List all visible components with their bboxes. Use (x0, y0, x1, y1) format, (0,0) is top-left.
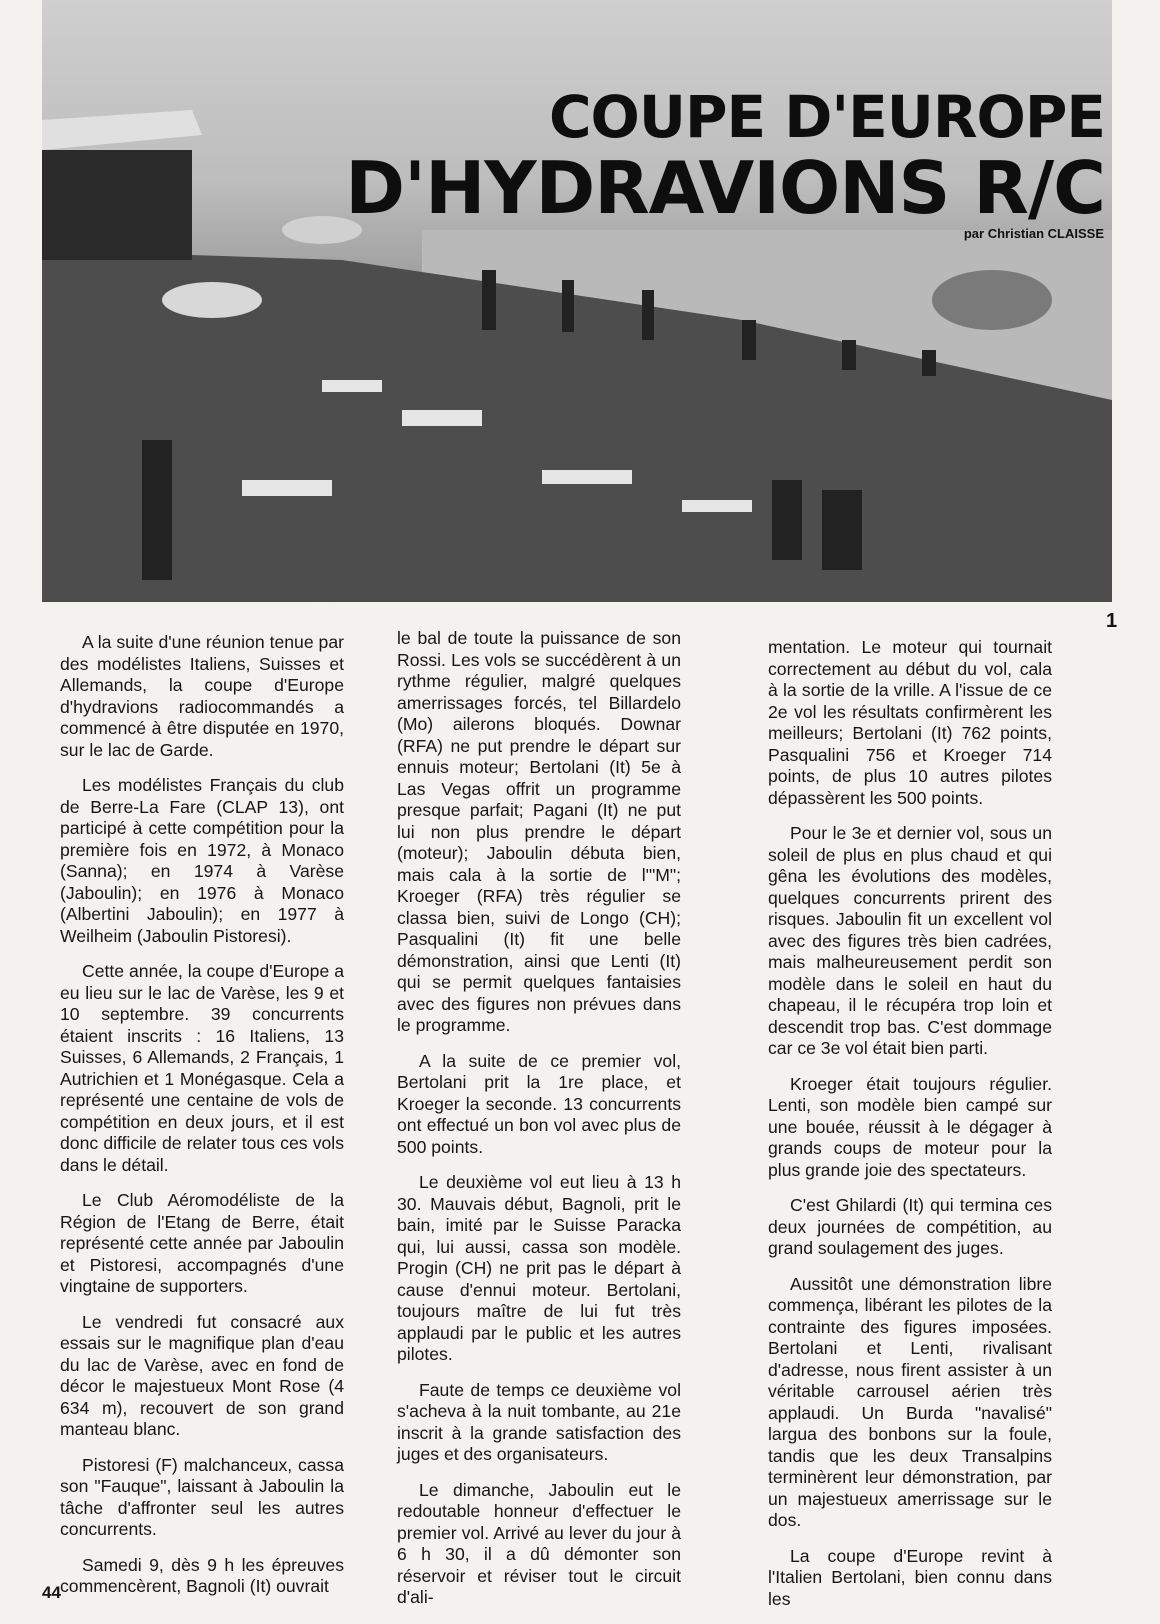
byline: par Christian CLAISSE (963, 226, 1104, 241)
paragraph: Cette année, la coupe d'Europe a eu lieu sur le lac de Varèse, les 9 et 10 septembre. 39 concurrents étaient inscrits : 16 Italiens, 13 Suisses, 6 Allemands, 2 Français, 1 Autrichien et 1 Monégasque. Cela a représenté une centaine de vols de compétition en deux jours, et il est donc difficile de relater tous ces vols dans le détail. (60, 961, 344, 1175)
paragraph: Les modélistes Français du club de Berre-La Fare (CLAP 13), ont participé à cette compétition pour la première fois en 1972, à Monaco (Sanna); en 1974 à Varèse (Jaboulin); en 1976 à Monaco (Albertini Jaboulin); en 1977 à Weilheim (Jaboulin Pistoresi). (60, 775, 344, 946)
title-line-1: COUPE D'EUROPE (548, 83, 1105, 151)
paragraph: Aussitôt une démonstration libre commença, libérant les pilotes de la contrainte des figures imposées. Bertolani et Lenti, rivalisant d'adresse, nous firent assister à un véritable carrousel aérien très applaudi. Un Burda "navalisé" largua des bonbons sur la foule, tandis que les deux Transalpins terminèrent leur démonstration, par un majestueux amerrissage sur le dos. (768, 1273, 1052, 1530)
paragraph: La coupe d'Europe revint à l'Italien Bertolani, bien connu dans les (768, 1545, 1052, 1609)
paragraph: A la suite de ce premier vol, Bertolani prit la 1re place, et Kroeger la seconde. 13 concurrents ont effectué un bon vol avec plus de 500 points. (397, 1050, 681, 1157)
column-3 (768, 637, 1052, 1624)
paragraph: Faute de temps ce deuxième vol s'acheva à la nuit tombante, au 21e inscrit à la grande satisfaction des juges et des organisateurs. (397, 1379, 681, 1464)
paragraph: Le deuxième vol eut lieu à 13 h 30. Mauvais début, Bagnoli, prit le bain, imité par le Suisse Paracka qui, lui aussi, cassa son modèle. Progin (CH) ne prit pas le départ à cause d'ennui moteur. Bertolani, toujours maître de lui fut très applaudi par le public et les autres pilotes. (397, 1172, 681, 1364)
column-2 (397, 628, 681, 1623)
paragraph: Le dimanche, Jaboulin eut le redoutable honneur d'effectuer le premier vol. Arrivé au lever du jour à 6 h 30, il a dû démonter son réservoir et réviser tout le circuit d'ali- (397, 1479, 681, 1607)
paragraph: Le vendredi fut consacré aux essais sur le magnifique plan d'eau du lac de Varèse, avec en fond de décor le majestueux Mont Rose (4 634 m), recouvert de son grand manteau blanc. (60, 1311, 344, 1439)
paragraph: le bal de toute la puissance de son Rossi. Les vols se succédèrent à un rythme régulier, malgré quelques amerrissages forcés, tel Billardelo (Mo) ailerons bloqués. Downar (RFA) ne put prendre le départ sur ennuis moteur; Bertolani (It) 5e à Las Vegas offrit un programme presque parfait; Pagani (It) ne put lui non plus prendre le départ (moteur); Jaboulin débuta bien, mais cala à la sortie de l'"M"; Kroeger (RFA) très régulier se classa bien, suivi de Longo (CH); Pasqualini (It) fit une belle démonstration, ainsi que Lenti (It) qui se permit quelques fantaisies avec des figures non prévues dans le programme. (397, 628, 681, 1035)
page-number: 44 (42, 1583, 61, 1602)
paragraph: Kroeger était toujours régulier. Lenti, son modèle bien campé sur une bouée, réussit à le dégager à grands coups de moteur pour la plus grande joie des spectateurs. (768, 1073, 1052, 1180)
paragraph: mentation. Le moteur qui tournait correctement au début du vol, cala à la sortie de la vrille. A l'issue de ce 2e vol les résultats confirmèrent les meilleurs; Bertolani (It) 762 points, Pasqualini 756 et Kroeger 714 points, de plus 10 autres pilotes dépassèrent les 500 points. (768, 637, 1052, 808)
section-marker: 1 (1106, 610, 1118, 632)
paragraph: Pour le 3e et dernier vol, sous un soleil de plus en plus chaud et qui gêna les évolutions des modèles, quelques concurrents prirent des risques. Jaboulin fit un excellent vol avec des figures très bien cadrées, mais malheureusement perdit son modèle dans le soleil en haut du chapeau, il le récupéra trop loin et descendit trop bas. C'est dommage car ce 3e vol était bien parti. (768, 823, 1052, 1058)
title-line-2: D'HYDRAVIONS R/C (345, 146, 1105, 230)
paragraph: C'est Ghilardi (It) qui termina ces deux journées de compétition, au grand soulagement des juges. (768, 1195, 1052, 1258)
paragraph: Le Club Aéromodéliste de la Région de l'Etang de Berre, était représenté cette année par Jaboulin et Pistoresi, accompagnés d'une vingtaine de supporters. (60, 1190, 344, 1296)
paragraph: A la suite d'une réunion tenue par des modélistes Italiens, Suisses et Allemands, la coupe d'Europe d'hydravions radiocommandés a commencé à être disputée en 1970, sur le lac de Garde. (60, 632, 344, 760)
paragraph: Pistoresi (F) malchanceux, cassa son "Fauque", laissant à Jaboulin la tâche d'affronter seul les autres concurrents. (60, 1454, 344, 1539)
column-1 (60, 632, 344, 1612)
paragraph: Samedi 9, dès 9 h les épreuves commencèrent, Bagnoli (It) ouvrait (60, 1554, 344, 1596)
